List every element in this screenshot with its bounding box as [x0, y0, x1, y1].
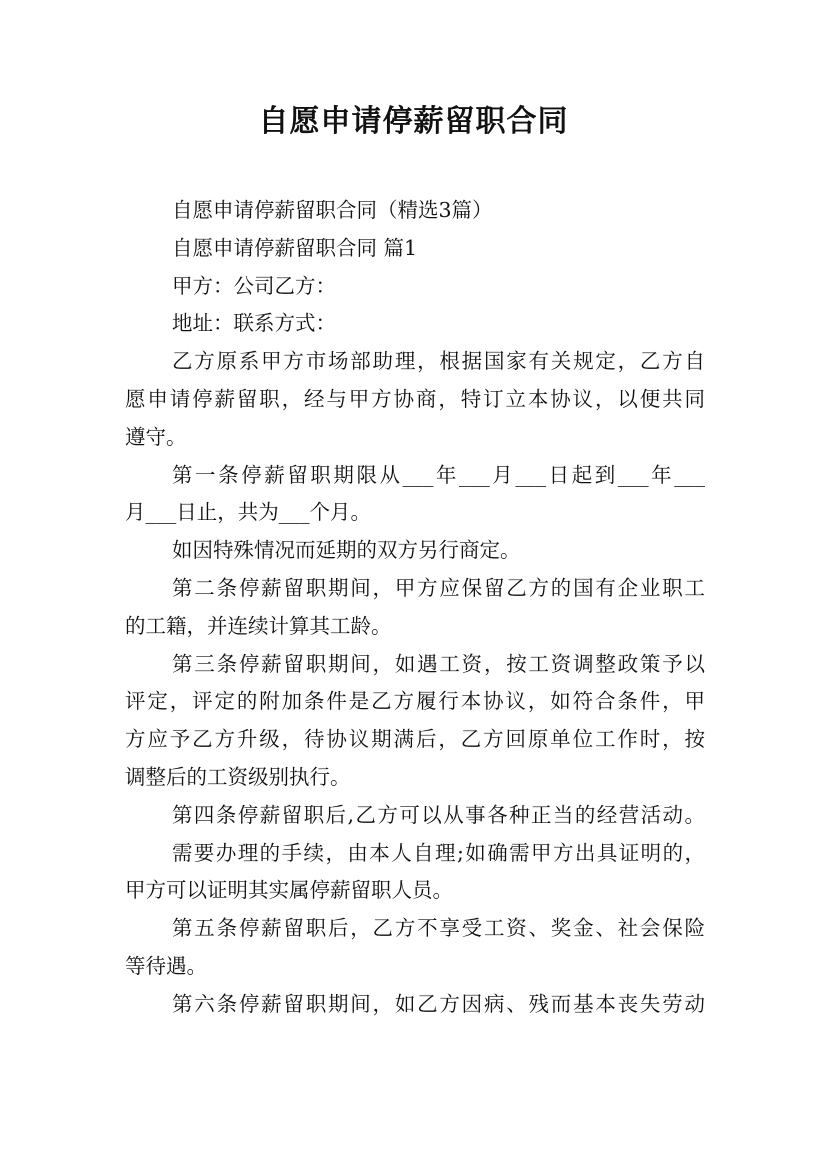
article-4-line: 第四条停薪留职后,乙方可以从事各种正当的经营活动。 [172, 802, 705, 827]
party-line: 甲方：公司乙方： [172, 273, 336, 298]
article-3-line: 调整后的工资级别执行。 [125, 764, 351, 789]
paragraph-line: 乙方原系甲方市场部助理，根据国家有关规定，乙方自 [172, 349, 705, 374]
article-1-line: 月___日止，共为___个月。 [125, 500, 371, 525]
paragraph-line: 遵守。 [125, 424, 187, 449]
article-6-line: 第六条停薪留职期间，如乙方因病、残而基本丧失劳动 [172, 991, 705, 1016]
article-3-line: 第三条停薪留职期间，如遇工资，按工资调整政策予以 [172, 651, 705, 676]
article-5-line: 等待遇。 [125, 953, 207, 978]
article-2-line: 的工籍，并连续计算其工龄。 [125, 613, 392, 638]
document-body [125, 192, 705, 1024]
paragraph-line: 甲方可以证明其实属停薪留职人员。 [125, 878, 453, 903]
article-3-line: 评定，评定的附加条件是乙方履行本协议，如符合条件，甲 [125, 689, 705, 714]
address-line: 地址：联系方式： [172, 311, 336, 336]
paragraph-line: 需要办理的手续，由本人自理;如确需甲方出具证明的， [172, 840, 705, 865]
subtitle-line: 自愿申请停薪留职合同（精选3篇） [172, 198, 493, 222]
paragraph-line: 如因特殊情况而延期的双方另行商定。 [172, 538, 521, 563]
article-2-line: 第二条停薪留职期间，甲方应保留乙方的国有企业职工 [172, 575, 705, 600]
article-3-line: 方应予乙方升级，待协议期满后，乙方回原单位工作时，按 [125, 727, 705, 752]
paragraph-line: 愿申请停薪留职，经与甲方协商，特订立本协议，以便共同 [125, 386, 705, 411]
article-1-line: 第一条停薪留职期限从___年___月___日起到___年___ [172, 462, 705, 487]
article-5-line: 第五条停薪留职后，乙方不享受工资、奖金、社会保险 [172, 916, 705, 941]
document-title: 自愿申请停薪留职合同 [258, 104, 569, 139]
section-heading: 自愿申请停薪留职合同 篇1 [172, 235, 418, 260]
